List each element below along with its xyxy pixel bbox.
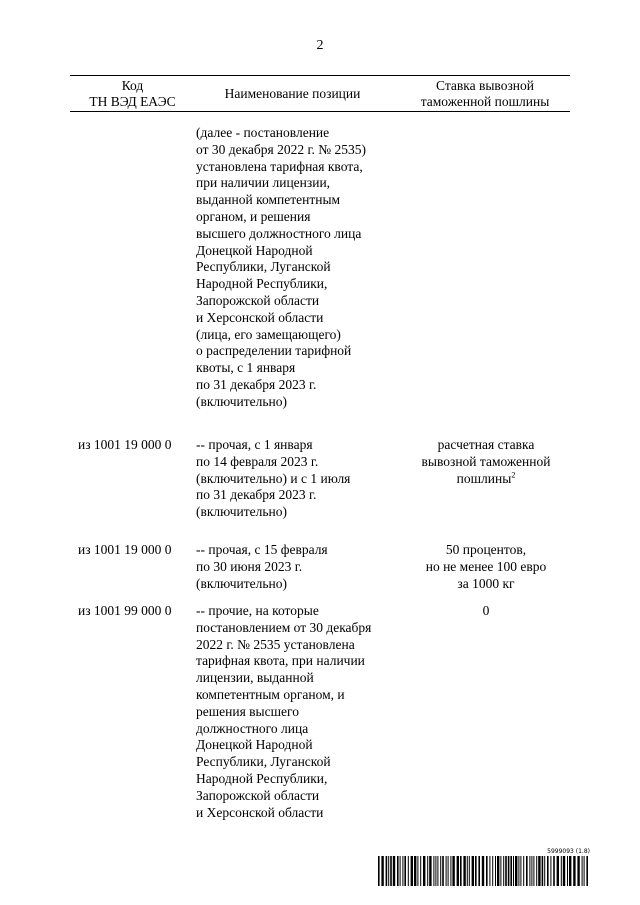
barcode-bar (569, 856, 571, 886)
desc-line: Народной Республики, (196, 276, 328, 292)
desc-line: квоты, с 1 января (196, 360, 296, 376)
desc-line: от 30 декабря 2022 г. № 2535) (196, 141, 367, 157)
desc-line: Донецкой Народной (196, 242, 313, 258)
barcode-bar (533, 856, 534, 886)
barcode-bar (586, 856, 588, 886)
header-rate-line-1: Ставка вывозной (436, 78, 534, 93)
page-number: 2 (316, 38, 324, 53)
barcode-bar (460, 856, 462, 886)
row-description (196, 437, 406, 521)
desc-line: и Херсонской области (196, 804, 324, 820)
desc-line: (включительно) (196, 575, 288, 591)
footnote-marker: 2 (511, 470, 516, 480)
barcode-bar (531, 856, 532, 886)
barcode-bar (388, 856, 389, 886)
desc-line: -- прочая, с 15 февраля (196, 542, 328, 557)
rate-line: но не менее 100 евро (425, 558, 547, 574)
barcode-bar (482, 856, 484, 886)
barcode-bar (437, 856, 438, 886)
barcode-bar (435, 856, 436, 886)
barcode-bar (475, 856, 477, 886)
desc-line: Запорожской области (196, 292, 320, 308)
barcode-bar (500, 856, 501, 886)
barcode-bar (400, 856, 401, 886)
row-description (196, 125, 406, 411)
desc-line: 2022 г. № 2535 установлена (196, 636, 355, 652)
barcode-bar (397, 856, 399, 886)
barcode-bar (529, 856, 530, 886)
barcode-bar (553, 856, 555, 886)
row-code: из 1001 19 000 0 (78, 542, 172, 557)
desc-line: компетентным органом, и (196, 686, 345, 702)
barcode-bar (563, 856, 565, 886)
barcode-bar (550, 856, 551, 886)
header-name: Наименование позиции (224, 86, 361, 101)
barcode-bar (510, 856, 512, 886)
barcode-bar (390, 856, 392, 886)
rate-line-text: пошлины (456, 470, 512, 486)
barcode-bar (513, 856, 514, 886)
desc-line: тарифная квота, при наличии (196, 653, 365, 669)
row-description (196, 542, 406, 592)
barcode-bar (584, 856, 585, 886)
barcode-bar (448, 856, 449, 886)
barcode-bar (442, 856, 444, 886)
desc-line: постановлением от 30 декабря (196, 619, 372, 635)
barcode-bar (408, 856, 409, 886)
barcode-bar (469, 856, 470, 886)
barcode-id: 5999093 (1.8) (547, 848, 590, 855)
barcode-bar (489, 856, 490, 886)
barcode-bar (567, 856, 568, 886)
desc-line: Республики, Луганской (196, 754, 331, 770)
row-rate (400, 542, 572, 592)
barcode-bar (492, 856, 493, 886)
rate-line: вывозной таможенной (421, 453, 551, 469)
barcode-bar (378, 856, 380, 886)
desc-line: при наличии лицензии, (196, 175, 331, 191)
desc-line: (лица, его замещающего) (196, 326, 341, 342)
desc-line: выданной компетентным (196, 192, 341, 208)
row-code: из 1001 99 000 0 (78, 603, 172, 618)
barcode-bar (523, 856, 524, 886)
barcode-bar (429, 856, 431, 886)
desc-line: органом, и решения (196, 208, 311, 224)
rate-line (400, 471, 572, 488)
barcode-bar (582, 856, 583, 886)
desc-line: Республики, Луганской (196, 259, 331, 275)
desc-line: по 31 декабря 2023 г. (196, 487, 317, 503)
barcode-bar (423, 856, 425, 886)
barcode-bar (573, 856, 575, 886)
rate-line: расчетная ставка (437, 437, 535, 452)
barcode-bar (433, 856, 434, 886)
barcode-bar (515, 856, 517, 886)
barcode-bar (557, 856, 559, 886)
barcode-bar (440, 856, 441, 886)
barcode-bar (497, 856, 499, 886)
barcode-bar (450, 856, 451, 886)
barcode-bar (427, 856, 428, 886)
desc-line: решения высшего (196, 703, 299, 719)
header-rate (400, 78, 570, 110)
barcode-bar (386, 856, 388, 886)
barcode-bar (544, 856, 545, 886)
barcode-bar (561, 856, 562, 886)
barcode-bar (536, 856, 537, 886)
desc-line: Народной Республики, (196, 770, 328, 786)
desc-line: (далее - постановление (196, 125, 330, 140)
barcode-image (378, 856, 590, 886)
desc-line: Донецкой Народной (196, 737, 313, 753)
header-code-line-1: Код (121, 78, 144, 93)
rate-line: за 1000 кг (457, 575, 515, 591)
barcode-bar (420, 856, 421, 886)
header-code-line-2: ТН ВЭД ЕАЭС (89, 94, 176, 109)
desc-line: по 14 февраля 2023 г. (196, 453, 319, 469)
barcode-bar (508, 856, 510, 886)
barcode-bar (472, 856, 474, 886)
barcode-bar (411, 856, 413, 886)
barcode-bar (505, 856, 507, 886)
desc-line: (включительно) (196, 504, 288, 520)
barcode-bar (478, 856, 480, 886)
barcode-bar (457, 856, 459, 886)
barcode-bar (452, 856, 454, 886)
barcode-bar (518, 856, 519, 886)
desc-line: -- прочие, на которые (196, 603, 319, 618)
barcode-bar (503, 856, 504, 886)
row-description (196, 603, 406, 821)
desc-line: -- прочая, с 1 января (196, 437, 313, 452)
desc-line: (включительно) (196, 393, 288, 409)
barcode-bar (486, 856, 488, 886)
header-code (70, 78, 195, 110)
barcode-bar (417, 856, 418, 886)
desc-line: Запорожской области (196, 787, 320, 803)
barcode-bar (526, 856, 528, 886)
barcode-bar (577, 856, 579, 886)
header-rate-line-2: таможенной пошлины (420, 94, 550, 109)
barcode-bar (495, 856, 496, 886)
row-rate (400, 603, 572, 620)
desc-line: лицензии, выданной (196, 670, 314, 686)
barcode-bar (393, 856, 395, 886)
desc-line: по 30 июня 2023 г. (196, 558, 303, 574)
barcode-bar (404, 856, 406, 886)
barcode-block (378, 848, 590, 888)
barcode-bar (463, 856, 465, 886)
barcode-bar (538, 856, 540, 886)
barcode-bar (547, 856, 549, 886)
table-top-rule (70, 75, 570, 76)
barcode-bar (520, 856, 521, 886)
desc-line: о распределении тарифной (196, 343, 352, 359)
desc-line: установлена тарифная квота, (196, 158, 363, 174)
barcode-bar (467, 856, 468, 886)
barcode-bar (446, 856, 447, 886)
table-header-rule (70, 111, 570, 112)
row-rate (400, 437, 572, 487)
barcode-bar (414, 856, 416, 886)
desc-line: должностного лица (196, 720, 309, 736)
barcode-bar (542, 856, 544, 886)
rate-line: 0 (482, 603, 490, 618)
row-code: из 1001 19 000 0 (78, 437, 172, 452)
desc-line: высшего должностного лица (196, 225, 362, 241)
barcode-bar (402, 856, 403, 886)
desc-line: (включительно) и с 1 июля (196, 470, 351, 486)
rate-line: 50 процентов, (445, 542, 527, 557)
desc-line: и Херсонской области (196, 309, 324, 325)
desc-line: по 31 декабря 2023 г. (196, 376, 317, 392)
barcode-bar (381, 856, 383, 886)
